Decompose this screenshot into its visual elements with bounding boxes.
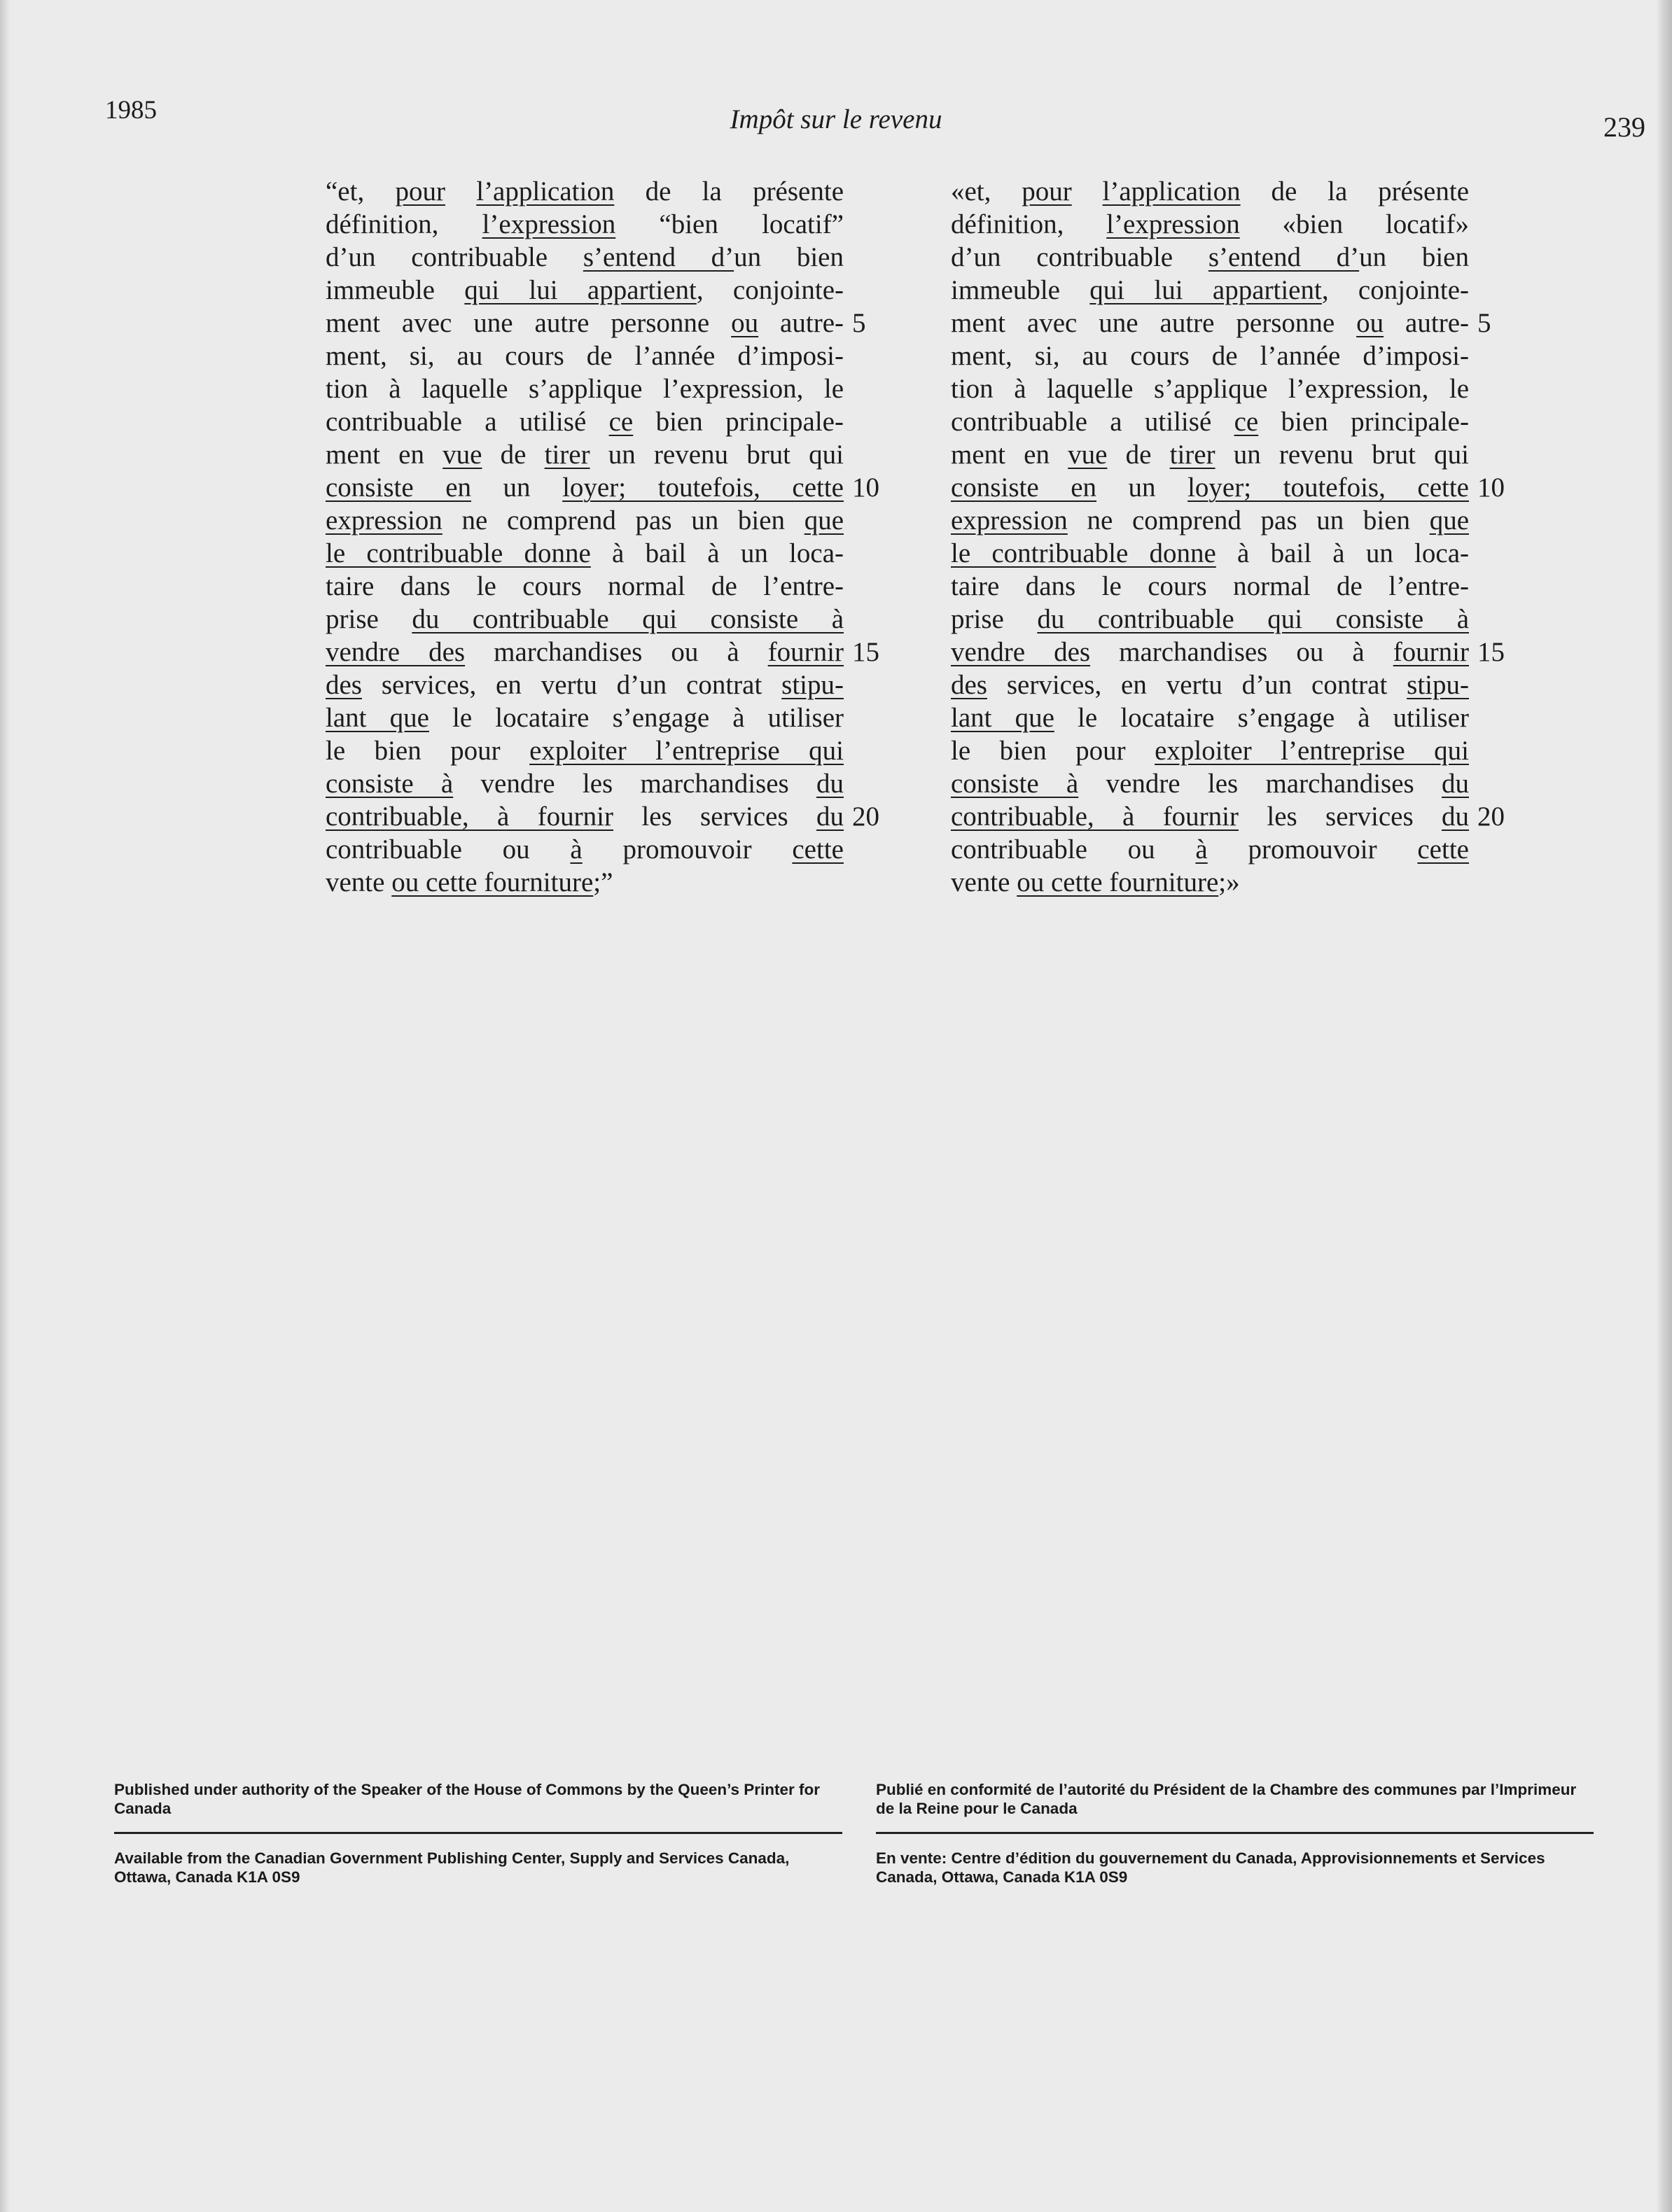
footer-publisher-en (114, 1780, 842, 1818)
line-text: le bien pour exploiter l’entreprise qui (326, 736, 844, 766)
text-line (951, 537, 1469, 570)
text-line (326, 570, 844, 603)
text-line (951, 833, 1469, 866)
line-text: ment avec une autre personne ou autre- (951, 308, 1469, 338)
text-line (951, 372, 1469, 405)
line-text: définition, l’expression “bien locatif” (326, 209, 844, 239)
line-text: immeuble qui lui appartient, conjointe- (951, 275, 1469, 305)
text-line (951, 307, 1491, 340)
line-text: contribuable ou à promouvoir cette (951, 834, 1469, 864)
text-line (951, 866, 1469, 899)
text-line (326, 340, 844, 372)
line-text: prise du contribuable qui consiste à (951, 604, 1470, 634)
text-line (326, 668, 844, 701)
text-line (326, 701, 844, 734)
text-line (326, 800, 879, 833)
line-text: définition, l’expression «bien locatif» (951, 209, 1470, 239)
french-column (951, 175, 1505, 899)
line-text: contribuable a utilisé ce bien principale- (326, 407, 844, 437)
text-line (326, 471, 879, 504)
text-line (951, 274, 1469, 307)
line-text: expression ne comprend pas un bien que (951, 505, 1469, 536)
footer-availability-fr (876, 1849, 1594, 1886)
line-text: d’un contribuable s’entend d’un bien (326, 242, 844, 272)
line-text: ment en vue de tirer un revenu brut qui (326, 440, 844, 470)
running-title: Impôt sur le revenu (730, 104, 942, 134)
line-text: tion à laquelle s’applique l’expression, le (326, 374, 844, 404)
line-number: 15 (852, 637, 879, 667)
footer-availability-en (114, 1849, 842, 1886)
text-line (951, 668, 1469, 701)
footer-publisher-fr (876, 1780, 1594, 1818)
line-text: ment en vue de tirer un revenu brut qui (951, 440, 1470, 470)
line-text: ment, si, au cours de l’année d’imposi- (326, 341, 844, 371)
text-line (326, 405, 844, 438)
line-number: 15 (1477, 637, 1505, 667)
text-line (951, 800, 1505, 833)
text-line (326, 372, 844, 405)
footer-rule-right (876, 1832, 1594, 1834)
line-text: consiste en un loyer; toutefois, cette (951, 472, 1469, 503)
footer-rule-left (114, 1832, 842, 1834)
text-line (951, 175, 1469, 208)
line-text: le bien pour exploiter l’entreprise qui (951, 736, 1469, 766)
text-line (951, 208, 1469, 241)
line-text: contribuable, à fournir les services du (326, 802, 844, 832)
text-line (326, 833, 844, 866)
text-line (951, 570, 1469, 603)
page-edge-left (0, 0, 10, 2212)
line-text: contribuable ou à promouvoir cette (326, 834, 844, 864)
text-line (326, 208, 844, 241)
line-text: “et, pour l’application de la présente (326, 176, 844, 206)
footer-availability-en-text: Available from the Canadian Government Publishing Center, Supply and Services Canada, Ottawa, Canada K1A 0S9 (114, 1849, 790, 1886)
line-text: contribuable, à fournir les services du (951, 802, 1469, 832)
line-number: 5 (1477, 308, 1491, 338)
line-text: ment avec une autre personne ou autre- (326, 308, 844, 338)
text-line (951, 636, 1505, 668)
line-text: prise du contribuable qui consiste à (326, 604, 844, 634)
page-edge-right (1657, 0, 1672, 2212)
line-text: d’un contribuable s’entend d’un bien (951, 242, 1469, 272)
footer-availability-fr-text: En vente: Centre d’édition du gouvernement du Canada, Approvisionnements et Services Canada, Ottawa, Canada K1A 0S9 (876, 1849, 1545, 1886)
text-line (951, 734, 1469, 767)
line-text: des services, en vertu d’un contrat stipu- (951, 670, 1469, 700)
text-line (951, 405, 1469, 438)
line-number: 10 (852, 472, 879, 503)
line-number: 20 (852, 802, 879, 832)
footer-publisher-fr-text: Publié en conformité de l’autorité du Président de la Chambre des communes par l’Imprimeur de la Reine pour le Canada (876, 1781, 1577, 1817)
line-text: taire dans le cours normal de l’entre- (326, 571, 844, 601)
line-text: taire dans le cours normal de l’entre- (951, 571, 1469, 601)
text-line (326, 767, 844, 800)
line-text: le contribuable donne à bail à un loca- (326, 538, 844, 568)
text-line (326, 537, 844, 570)
text-line (951, 340, 1469, 372)
text-line (326, 636, 879, 668)
line-text: vendre des marchandises ou à fournir (326, 637, 844, 667)
text-line (326, 504, 844, 537)
line-number: 5 (852, 308, 866, 338)
text-line (951, 504, 1469, 537)
line-text: immeuble qui lui appartient, conjointe- (326, 275, 844, 305)
line-text: le contribuable donne à bail à un loca- (951, 538, 1469, 568)
line-text: vente ou cette fourniture;” (326, 867, 613, 897)
text-line (326, 307, 866, 340)
line-text: des services, en vertu d’un contrat stipu- (326, 670, 844, 700)
line-text: vente ou cette fourniture;» (951, 867, 1240, 897)
text-line (326, 274, 844, 307)
text-line (951, 603, 1469, 636)
text-line (326, 603, 844, 636)
page-number: 239 (1603, 111, 1645, 143)
line-text: tion à laquelle s’applique l’expression, le (951, 374, 1469, 404)
text-line (326, 734, 844, 767)
text-line (951, 701, 1469, 734)
footer-publisher-en-text: Published under authority of the Speaker of the House of Commons by the Queen’s Printer for Canada (114, 1781, 821, 1817)
line-text: ment, si, au cours de l’année d’imposi- (951, 341, 1469, 371)
text-line (951, 767, 1469, 800)
line-text: vendre des marchandises ou à fournir (951, 637, 1469, 667)
line-text: contribuable a utilisé ce bien principale- (951, 407, 1469, 437)
line-text: lant que le locataire s’engage à utiliser (326, 703, 844, 733)
line-text: consiste en un loyer; toutefois, cette (326, 472, 844, 503)
line-text: «et, pour l’application de la présente (951, 176, 1469, 206)
text-line (326, 438, 844, 471)
line-text: consiste à vendre les marchandises du (326, 769, 844, 799)
line-text: lant que le locataire s’engage à utiliser (951, 703, 1469, 733)
line-number: 10 (1477, 472, 1505, 503)
line-text: expression ne comprend pas un bien que (326, 505, 844, 536)
text-line (326, 241, 844, 274)
text-line (951, 438, 1469, 471)
text-line (951, 471, 1505, 504)
text-line (951, 241, 1469, 274)
text-line (326, 866, 844, 899)
line-text: consiste à vendre les marchandises du (951, 769, 1469, 799)
english-column (326, 175, 879, 899)
text-line (326, 175, 844, 208)
header-year: 1985 (105, 96, 157, 125)
line-number: 20 (1477, 802, 1505, 832)
